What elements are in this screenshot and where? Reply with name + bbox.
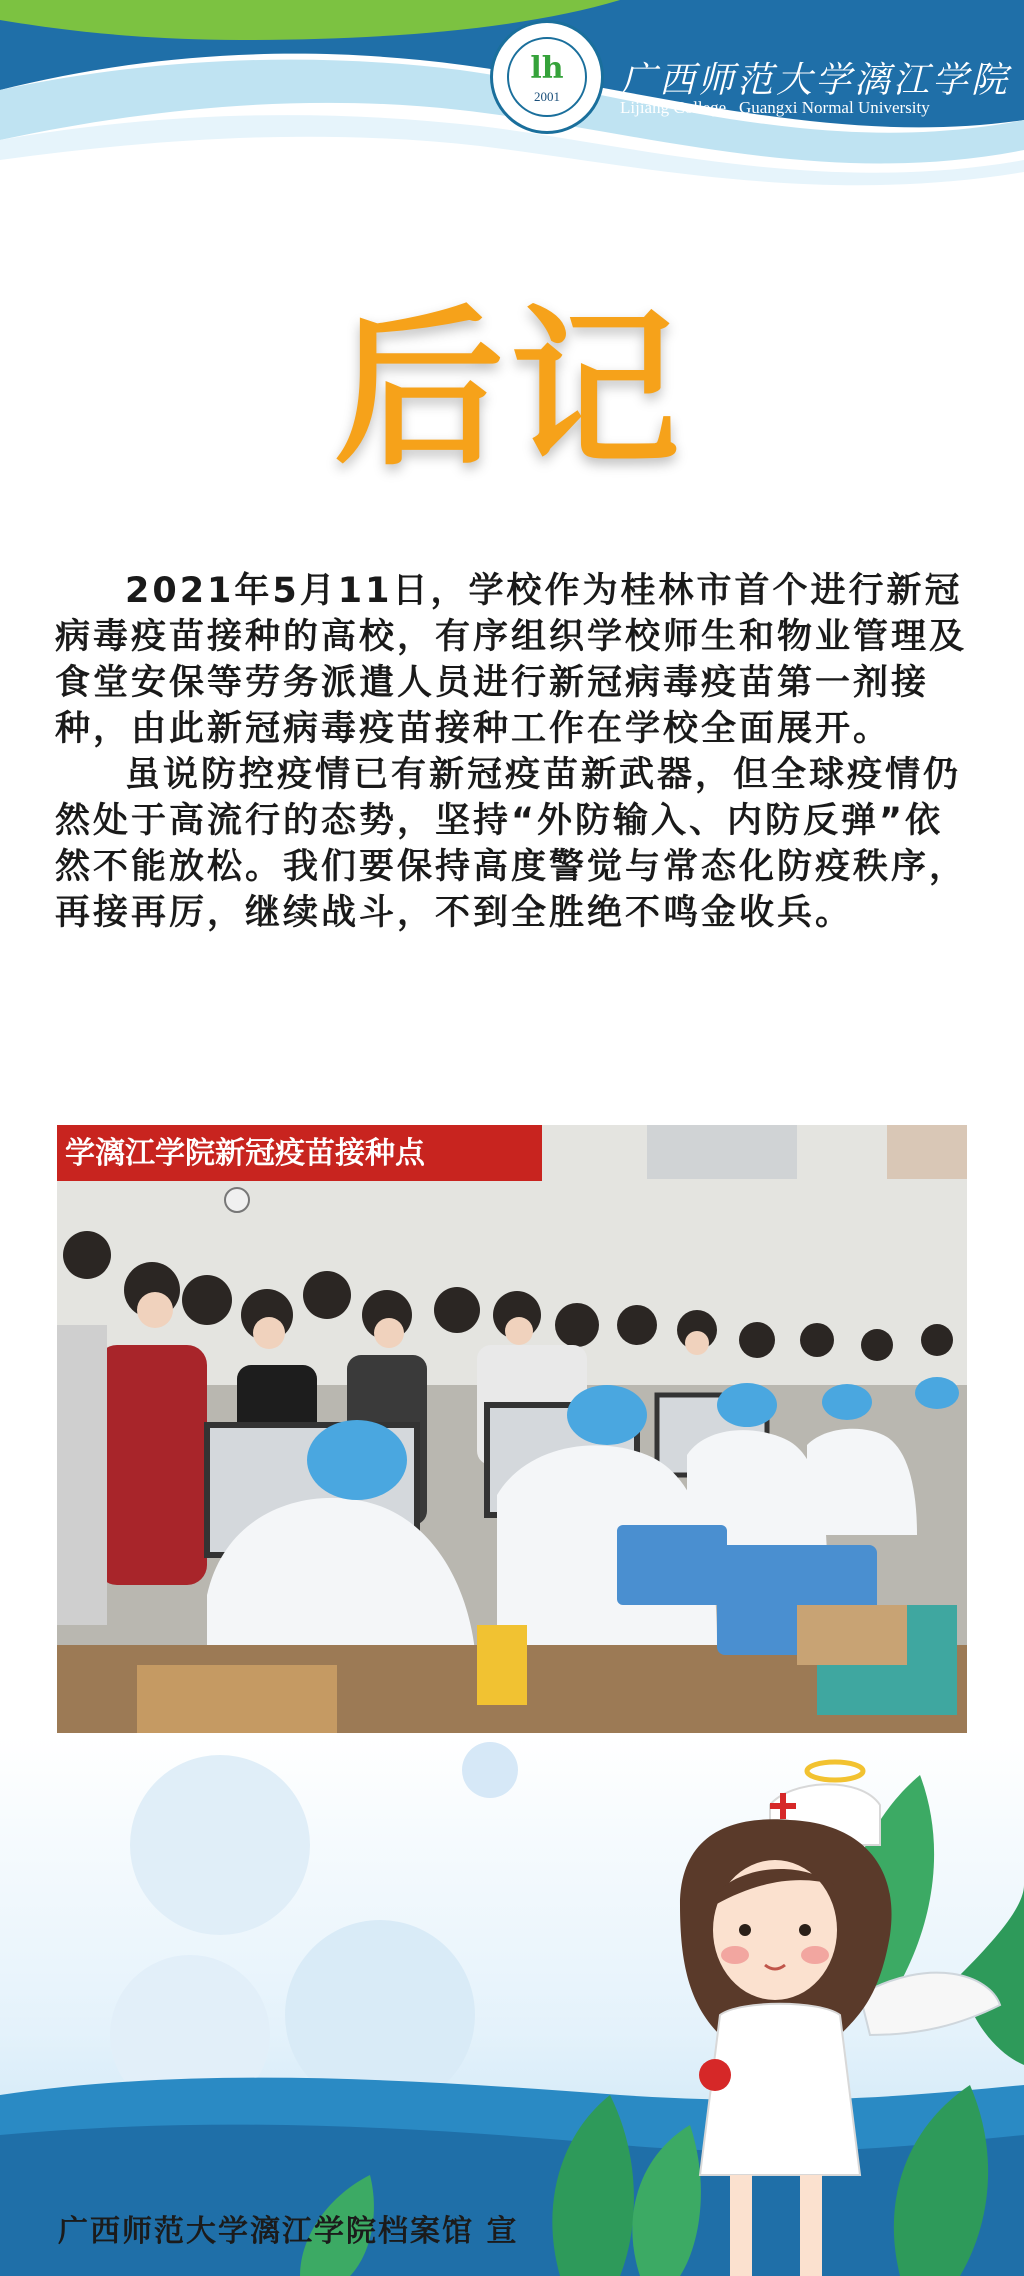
paragraph: 虽说防控疫情已有新冠疫苗新武器，但全球疫情仍然处于高流行的态势，坚持“外防输入、内防反弹”依然不能放松。我们要保持高度警觉与常态化防疫秩序，再接再厉，继续战斗，不到全胜绝不鸣金收兵。 (55, 755, 968, 933)
title-block (300, 290, 720, 500)
paragraph: 2021年5月11日，学校作为桂林市首个进行新冠病毒疫苗接种的高校，有序组织学校师生和物业管理及食堂安保等劳务派遣人员进行新冠病毒疫苗第一剂接种，由此新冠病毒疫苗接种工作在学校全面展开。 (55, 571, 968, 749)
logo-mark: lh (530, 51, 564, 86)
footer-band (0, 1735, 1024, 2276)
body-text (55, 568, 970, 936)
credit-line: 广西师范大学漓江学院档案馆 宣 (58, 2214, 519, 2249)
college-name-cn: 广西师范大学漓江学院 (620, 60, 1011, 101)
banner-text: 学漓江学院新冠疫苗接种点 (65, 1136, 425, 1171)
logo-year: 2001 (534, 89, 560, 104)
college-name-en: Lijiang College , Guangxi Normal University (620, 98, 930, 117)
page-title: 后记 (333, 291, 686, 489)
vaccination-photo (57, 1125, 967, 1733)
college-seal-icon (490, 20, 604, 134)
